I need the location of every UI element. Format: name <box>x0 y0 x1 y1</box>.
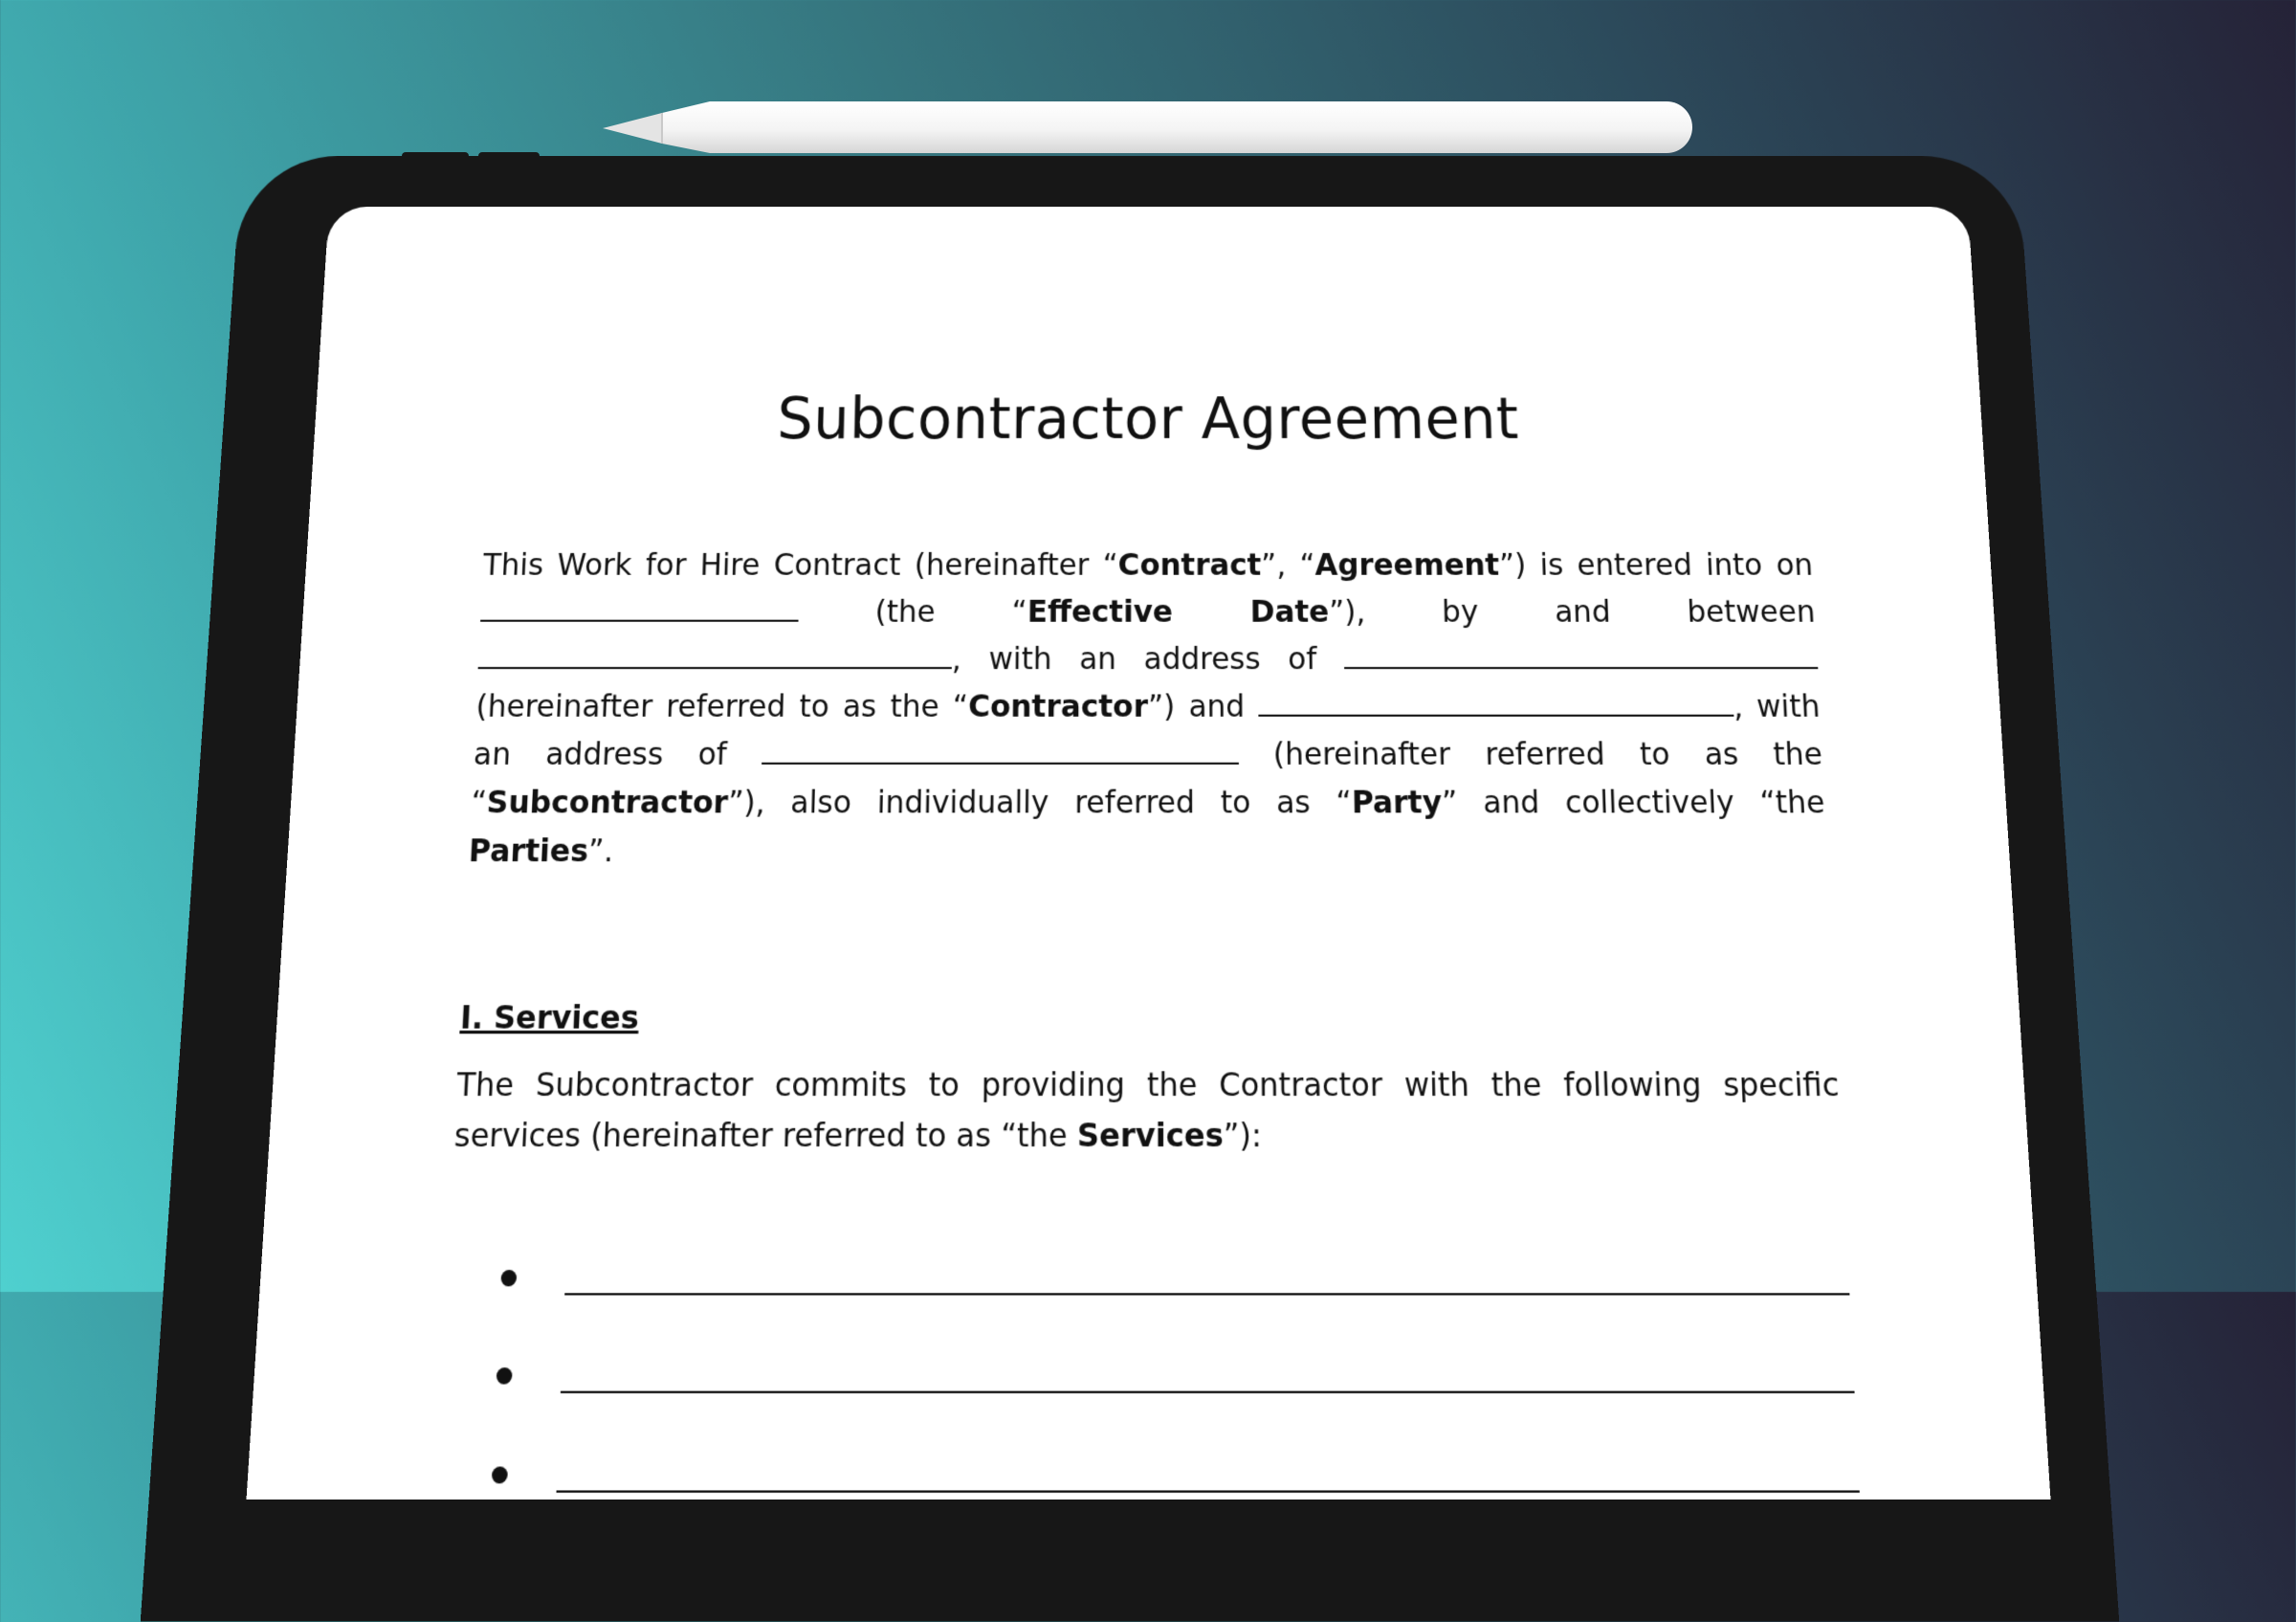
service-blank[interactable] <box>556 1468 1859 1493</box>
term-party: Party <box>1351 785 1443 821</box>
contractor-name-blank[interactable] <box>478 636 953 669</box>
services-list-item <box>436 1393 1860 1493</box>
subcontractor-address-blank[interactable] <box>762 732 1239 765</box>
document-page <box>436 386 1860 1493</box>
service-blank[interactable] <box>561 1368 1855 1393</box>
term-agreement: Agreement <box>1314 547 1500 584</box>
term-parties: Parties <box>467 833 589 870</box>
term-effective-date: Effective Date <box>1027 594 1330 631</box>
term-subcontractor: Subcontractor <box>485 785 729 821</box>
tablet-screen <box>246 207 2050 1500</box>
services-list-item <box>441 1296 1854 1393</box>
services-paragraph: The Subcontractor commits to providing the Contractor with the following specific services (hereinafter referred to as “the Services”): <box>453 1066 1841 1156</box>
stylus-pencil <box>603 100 1693 155</box>
term-services: Services <box>1076 1117 1224 1156</box>
term-contractor: Contractor <box>967 689 1149 725</box>
section-heading-services: I. Services <box>459 999 640 1037</box>
services-list-item <box>446 1199 1849 1296</box>
effective-date-blank[interactable] <box>480 589 799 621</box>
bullet-icon <box>492 1467 508 1484</box>
bullet-icon <box>497 1367 513 1385</box>
services-list <box>436 1199 1860 1493</box>
intro-paragraph: This Work for Hire Contract (hereinafter “Contract”, “Agreement”) is entered into on (the “Effective Date”), by and between , with an address of (hereinafter referred to as the “Contractor”) and , with an address of (hereinafter referred to as the “Subcontractor”), also individually referred to as “Party” and collectively “the Parties”. <box>467 547 1826 870</box>
document-title: Subcontractor Agreement <box>776 386 1520 453</box>
bullet-icon <box>500 1270 517 1286</box>
subcontractor-name-blank[interactable] <box>1258 684 1733 717</box>
contractor-address-blank[interactable] <box>1344 636 1819 669</box>
term-contract: Contract <box>1117 547 1262 584</box>
